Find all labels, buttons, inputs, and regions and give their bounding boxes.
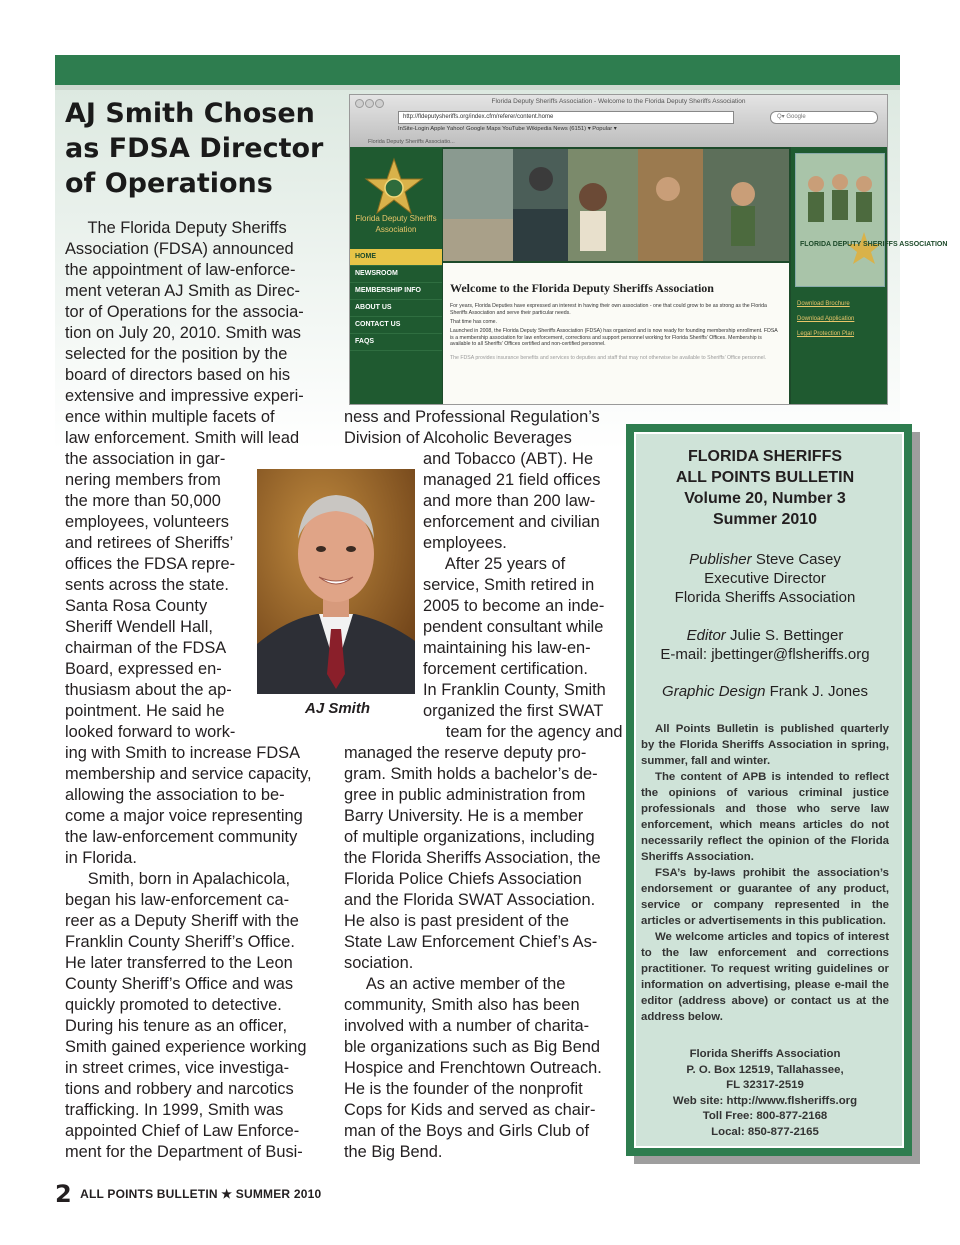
text-line: allowing the association to be- xyxy=(65,786,285,804)
masthead-address xyxy=(638,1047,892,1140)
text-line: employees. xyxy=(423,534,507,552)
site-logo-text: Florida Deputy Sheriffs Association xyxy=(355,214,437,234)
text-line: State Law Enforcement Chief’s As- xyxy=(344,933,598,951)
site-nav-newsroom: NEWSROOM xyxy=(350,266,442,283)
text-line: tor of Operations for the associa- xyxy=(65,303,304,321)
text-line: ment veteran AJ Smith as Direc- xyxy=(65,282,301,300)
text-line: Franklin County Sheriff’s Office. xyxy=(65,933,295,951)
text-line: community, Smith also has been xyxy=(344,996,580,1014)
text-line: come a major voice representing xyxy=(65,807,303,825)
text-line: of multiple organizations, including xyxy=(344,828,595,846)
page-footer xyxy=(55,1180,321,1208)
site-welcome-heading: Welcome to the Florida Deputy Sheriffs Association xyxy=(450,281,714,295)
text-line: tion on July 20, 2010. Smith was xyxy=(65,324,301,342)
text-line: offices the FDSA repre- xyxy=(65,555,236,573)
text-line: After 25 years of xyxy=(423,555,566,573)
article-headline xyxy=(65,96,330,201)
text-line: reer as a Deputy Sheriff with the xyxy=(65,912,299,930)
top-color-band xyxy=(55,55,900,85)
publisher-name: Steve Casey xyxy=(755,551,841,568)
text-line: forcement certification. xyxy=(423,660,588,678)
browser-tab: Florida Deputy Sheriffs Associatio... xyxy=(368,139,455,145)
text-line: Santa Rosa County xyxy=(65,597,208,615)
site-nav-membership: MEMBERSHIP INFO xyxy=(350,283,442,300)
text-line: In Franklin County, Smith xyxy=(423,681,606,699)
masthead-title-line: ALL POINTS BULLETIN xyxy=(675,469,855,486)
headline-line: of Operations xyxy=(65,168,273,199)
article-column-2-wrap xyxy=(423,449,623,743)
text-line: began his law-enforcement ca- xyxy=(65,891,290,909)
article-column-2-bottom xyxy=(344,743,624,1163)
page-number: 2 xyxy=(55,1180,72,1208)
text-line: Smith gained experience working xyxy=(65,1038,307,1056)
site-content xyxy=(443,263,789,404)
text-line: pendent consultant while xyxy=(423,618,604,636)
text-line: selected for the position by the xyxy=(65,345,288,363)
text-line: Division of Alcoholic Beverages xyxy=(344,429,572,447)
text-line: looked forward to work- xyxy=(65,723,236,741)
text-line: thusiasm about the ap- xyxy=(65,681,232,699)
address-line: Toll Free: 800-877-2168 xyxy=(702,1110,828,1122)
article-column-2-top xyxy=(344,407,619,449)
text-line: law enforcement. Smith will lead xyxy=(65,429,300,447)
text-line: service, Smith retired in xyxy=(423,576,595,594)
text-line: the association in gar- xyxy=(65,450,226,468)
text-line: He later transferred to the Leon xyxy=(65,954,293,972)
text-line: Hospice and Frenchtown Outreach. xyxy=(344,1059,602,1077)
headline-line: as FDSA Director xyxy=(65,133,324,164)
masthead-paragraph: The content of APB is intended to reflect the opinions of various criminal justice professionals and those who serve law enforcement, which means articles do not necessarily reflect the opinion of the Florida Sheriffs Association. xyxy=(641,771,889,863)
masthead-content xyxy=(638,440,892,1140)
text-line: and Tobacco (ABT). He xyxy=(423,450,594,468)
sheriff-star-icon xyxy=(364,157,424,217)
address-line: P. O. Box 12519, Tallahassee, xyxy=(686,1063,844,1076)
text-line: in Florida. xyxy=(65,849,137,867)
editor-role: Editor xyxy=(686,627,726,644)
text-line: managed 21 field offices xyxy=(423,471,601,489)
site-body xyxy=(350,147,948,404)
site-link-application: Download Application xyxy=(797,316,855,322)
text-line: enforcement and civilian xyxy=(423,513,600,531)
text-line: the Florida Sheriffs Association, the xyxy=(344,849,601,867)
site-nav xyxy=(350,249,442,351)
masthead-paragraph: All Points Bulletin is published quarterly by the Florida Sheriffs Association in spring, summer, fall and winter. xyxy=(641,723,889,767)
headline-line: AJ Smith Chosen xyxy=(65,98,315,129)
browser-search-field: Q▾ Google xyxy=(770,111,878,124)
site-right-photo xyxy=(795,153,948,287)
editor-name: Julie S. Bettinger xyxy=(729,627,844,644)
text-line: 2005 to become an inde- xyxy=(423,597,605,615)
design-name: Frank J. Jones xyxy=(769,683,868,700)
text-line: appointed Chief of Law Enforce- xyxy=(65,1122,300,1140)
text-line: nering members from xyxy=(65,471,221,489)
text-line: maintaining his law-en- xyxy=(423,639,591,657)
site-photo-collage xyxy=(443,149,789,261)
text-line: sociation. xyxy=(344,954,414,972)
browser-url-field: http://fldeputysheriffs.org/index.cfm/referer/content.home xyxy=(398,111,734,124)
text-line: ness and Professional Regulation’s xyxy=(344,408,600,426)
text-line: ing with Smith to increase FDSA xyxy=(65,744,301,762)
text-line: team for the agency and xyxy=(423,723,623,741)
text-line: the appointment of law-enforce- xyxy=(65,261,296,279)
site-paragraph: That time has come. xyxy=(450,319,497,325)
text-line: sents across the state. xyxy=(65,576,229,594)
text-line: the more than 50,000 xyxy=(65,492,221,510)
publisher-org: Florida Sheriffs Association xyxy=(674,589,856,606)
text-line: Cops for Kids and served as chair- xyxy=(344,1101,596,1119)
masthead-title xyxy=(638,446,892,530)
site-link-brochure: Download Brochure xyxy=(797,301,850,307)
masthead-title-line: Summer 2010 xyxy=(712,511,818,528)
text-line: The Florida Deputy Sheriffs xyxy=(65,219,287,237)
photo-caption: AJ Smith xyxy=(304,700,370,717)
publisher-title: Executive Director xyxy=(704,570,826,587)
text-line: the law-enforcement community xyxy=(65,828,298,846)
site-nav-faqs: FAQS xyxy=(350,334,442,351)
text-line: ence within multiple facets of xyxy=(65,408,275,426)
text-line: and more than 200 law- xyxy=(423,492,596,510)
text-line: Sheriff Wendell Hall, xyxy=(65,618,213,636)
text-line: and retirees of Sheriffs’ xyxy=(65,534,234,552)
text-line: Florida Police Chiefs Association xyxy=(344,870,582,888)
text-line: man of the Boys and Girls Club of xyxy=(344,1122,590,1140)
portrait-image xyxy=(257,469,415,694)
text-line: extensive and impressive experi- xyxy=(65,387,304,405)
browser-window-title: Florida Deputy Sheriffs Association - Welcome to the Florida Deputy Sheriffs Association xyxy=(491,98,746,105)
site-right-sidebar xyxy=(791,147,948,404)
text-line: He is the founder of the nonprofit xyxy=(344,1080,583,1098)
text-line: Barry University. He is a member xyxy=(344,807,584,825)
text-line: chairman of the FDSA xyxy=(65,639,227,657)
masthead-notes xyxy=(638,721,892,1025)
publisher-credit xyxy=(638,550,892,607)
text-line: managed the reserve deputy pro- xyxy=(344,744,587,762)
masthead-paragraph: We welcome articles and topics of interest to the law enforcement and corrections practitioner. To request writing guidelines or information on advertising, please e-mail the editor (address above) or contact us at the address below. xyxy=(641,931,889,1023)
text-line: in street crimes, vice investiga- xyxy=(65,1059,290,1077)
text-line: involved with a number of charita- xyxy=(344,1017,590,1035)
site-nav-about: ABOUT US xyxy=(350,300,442,317)
text-line: and the Florida SWAT Association. xyxy=(344,891,596,909)
deputies-photo xyxy=(796,154,948,286)
publisher-role: Publisher xyxy=(689,551,752,568)
site-paragraph: The FDSA provides insurance benefits and services to deputies and staff that may not otherwise be available to Sheriffs’ Office personnel. xyxy=(450,355,767,361)
site-paragraph: For years, Florida Deputies have expressed an interest in having their own association - one that could grow to be as strong as the Florida Sheriffs Association and serve their particular needs. xyxy=(450,303,767,316)
text-line: ble organizations such as Big Bend xyxy=(344,1038,601,1056)
masthead-paragraph: FSA’s by-laws prohibit the association’s endorsement or guarantee of any product, service or company represented in the articles or advertisements in this publication. xyxy=(641,867,889,927)
text-line: pointment. He said he xyxy=(65,702,225,720)
text-line: During his tenure as an officer, xyxy=(65,1017,288,1035)
text-line: board of directors based on his xyxy=(65,366,291,384)
text-line: Board, expressed en- xyxy=(65,660,222,678)
address-line: Web site: http://www.flsheriffs.org xyxy=(672,1094,858,1107)
site-links xyxy=(797,297,883,342)
text-line: As an active member of the xyxy=(344,975,566,993)
text-line: He also is past president of the xyxy=(344,912,570,930)
right-logo-text: FLORIDA DEPUTY SHERIFFS ASSOCIATION xyxy=(800,241,948,248)
address-line: FL 32317-2519 xyxy=(726,1079,804,1091)
text-line: ment for the Department of Busi- xyxy=(65,1143,303,1161)
text-line: employees, volunteers xyxy=(65,513,229,531)
text-line: Smith, born in Apalachicola, xyxy=(65,870,291,888)
text-line: gram. Smith holds a bachelor’s de- xyxy=(344,765,598,783)
masthead-title-line: Volume 20, Number 3 xyxy=(684,490,846,507)
site-nav-home: HOME xyxy=(350,249,442,266)
aj-smith-photo xyxy=(257,469,415,694)
masthead-title-line: FLORIDA SHERIFFS xyxy=(687,448,843,465)
text-line: trafficking. In 1999, Smith was xyxy=(65,1101,284,1119)
text-line: tions and robbery and narcotics xyxy=(65,1080,294,1098)
site-nav-contact: CONTACT US xyxy=(350,317,442,334)
browser-bookmarks-bar: InSite-Login Apple Yahoo! Google Maps YouTube Wikipedia News (6151) ▾ Popular ▾ xyxy=(398,126,617,132)
website-screenshot xyxy=(349,94,948,405)
text-line: County Sheriff’s Office and was xyxy=(65,975,294,993)
text-line: quickly promoted to detective. xyxy=(65,996,282,1014)
editor-email: E-mail: jbettinger@flsheriffs.org xyxy=(660,646,870,663)
site-paragraph: Launched in 2008, the Florida Deputy Sheriffs Association (FDSA) has organized and is now ready for founding membership enrollment. FDSA is a membership association for law enforcement, corrections and support personnel working for Florida Sheriffs’ Offices. Membership is available to all Sheriffs’ Offices certified and non-certified personnel. xyxy=(450,328,778,347)
text-line: Association (FDSA) announced xyxy=(65,240,294,258)
design-credit xyxy=(638,682,892,701)
text-line: the Big Bend. xyxy=(344,1143,443,1161)
text-line: membership and service capacity, xyxy=(65,765,312,783)
text-line: gree in public administration from xyxy=(344,786,586,804)
site-link-legal: Legal Protection Plan xyxy=(797,331,855,337)
editor-credit xyxy=(638,626,892,664)
address-line: Local: 850-877-2165 xyxy=(711,1125,819,1138)
site-left-sidebar xyxy=(350,147,442,404)
address-line: Florida Sheriffs Association xyxy=(689,1048,841,1060)
design-role: Graphic Design xyxy=(662,683,766,700)
text-line: organized the first SWAT xyxy=(423,702,604,720)
browser-toolbar xyxy=(350,95,887,147)
footer-text: ALL POINTS BULLETIN ★ SUMMER 2010 xyxy=(80,1187,322,1201)
